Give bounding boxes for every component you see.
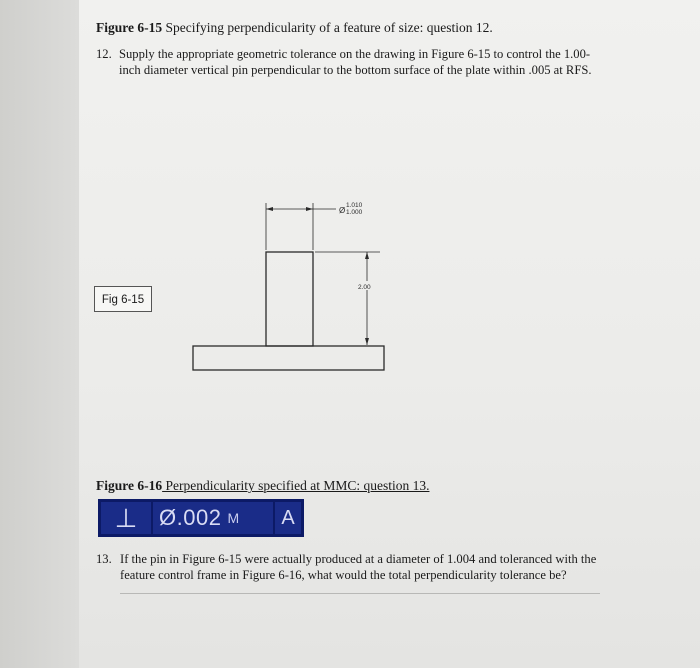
figure-6-15-label-box: Fig 6-15: [94, 286, 152, 312]
dia-arrow-left: [266, 207, 273, 211]
dia-symbol: Ø: [339, 206, 346, 215]
height-arrow-bottom: [365, 338, 369, 345]
vertical-pin: [266, 252, 313, 346]
question-12: [96, 46, 596, 78]
perpendicularity-symbol-cell: [101, 502, 153, 534]
height-arrow-top: [365, 252, 369, 259]
question-12-text: Supply the appropriate geometric tolerance on the drawing in Figure 6-15 to control the 1.00-inch diameter vertical pin perpendicular to the bottom surface of the plate within .005 at RFS.: [119, 47, 592, 77]
dia-lower-limit: 1.000: [346, 209, 363, 216]
question-12-number: 12.: [96, 47, 112, 61]
question-13-number: 13.: [96, 552, 112, 566]
figure-6-15-number: Figure 6-15: [96, 20, 163, 35]
figure-6-15-caption: [96, 20, 493, 36]
figure-6-16-number: Figure 6-16: [96, 478, 163, 493]
dia-upper-limit: 1.010: [346, 202, 363, 209]
question-13: [96, 551, 606, 583]
page-left-margin: [0, 0, 79, 668]
pin-plate-drawing: [185, 195, 395, 380]
datum-reference: A: [281, 506, 295, 529]
datum-cell: [275, 502, 301, 534]
base-plate: [193, 346, 384, 370]
tolerance-value: Ø.002: [159, 505, 222, 530]
mmc-modifier: M: [227, 510, 240, 526]
figure-6-15-caption-text: Specifying perpendicularity of a feature of size: question 12.: [162, 20, 493, 35]
height-label: 2.00: [358, 284, 371, 291]
answer-line[interactable]: [120, 593, 600, 594]
figure-6-16-caption-text: Perpendicularity specified at MMC: question 13.: [162, 478, 430, 493]
question-13-text: If the pin in Figure 6-15 were actually produced at a diameter of 1.004 and toleranced with the feature control frame in Figure 6-16, what would the total perpendicularity tolerance be?: [120, 552, 597, 582]
feature-control-frame: [98, 499, 304, 537]
dia-arrow-right: [306, 207, 313, 211]
figure-6-16-caption: [96, 478, 429, 494]
tolerance-cell: [153, 502, 275, 534]
perpendicularity-icon: ⊥: [114, 502, 138, 533]
